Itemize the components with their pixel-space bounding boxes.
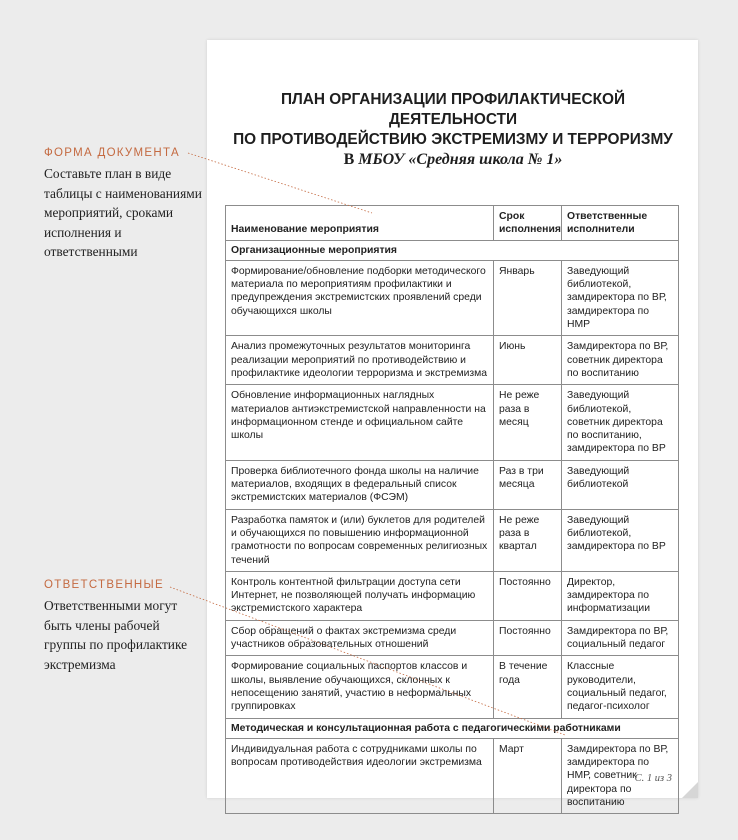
header-deadline: Срок исполнения [494,206,562,241]
section-title: Методическая и консультационная работа с педагогическими работниками [226,718,679,738]
deadline-cell: В течение года [494,656,562,718]
responsible-cell: Заведующий библиотекой [562,460,679,509]
activity-cell: Контроль контентной фильтрации доступа сети Интернет, не позволяющей получать информацию экстремистского характера [226,571,494,620]
activity-cell: Анализ промежуточных результатов мониторинга реализации мероприятий по противодействию и профилактике идеологии терроризма и экстремизма [226,336,494,385]
deadline-cell: Март [494,738,562,813]
header-activity: Наименование мероприятия [226,206,494,241]
note-label: ОТВЕТСТВЕННЫЕ [44,579,164,591]
deadline-cell: Январь [494,260,562,335]
activity-cell: Формирование социальных паспортов классов и школы, выявление обучающихся, склонных к непосещению занятий, участию в неформальных группировках [226,656,494,718]
deadline-cell: Не реже раза в квартал [494,509,562,571]
leader-line-responsible [170,587,565,735]
title-line-1: ПЛАН ОРГАНИЗАЦИИ ПРОФИЛАКТИЧЕСКОЙ ДЕЯТЕЛЬНОСТИ [280,91,626,128]
activity-cell: Формирование/обновление подборки методического материала по мероприятиям профилактики и предупреждения экстремистских проявлений среди обучающихся школы [226,260,494,335]
section-title: Организационные мероприятия [226,240,679,260]
title-prefix: В [343,151,359,168]
activity-cell: Индивидуальная работа с сотрудниками школы по вопросам противодействия идеологии экстремизма [226,738,494,813]
activity-cell: Разработка памяток и (или) буклетов для родителей и обучающихся по повышению информационной грамотности по вопросам современных религиозных течений [226,509,494,571]
title-line-2: ПО ПРОТИВОДЕЙСТВИЮ ЭКСТРЕМИЗМУ И ТЕРРОРИЗМУ [233,131,673,148]
responsible-cell: Замдиректора по ВР, советник директора по воспитанию [562,336,679,385]
note-label: ФОРМА ДОКУМЕНТА [44,147,180,159]
note-text: Ответственными могут быть члены рабочей группы по профилактике экстремизма [44,598,188,672]
deadline-cell: Раз в три месяца [494,460,562,509]
responsible-cell: Замдиректора по ВР, социальный педагог [562,620,679,656]
responsible-cell: Заведующий библиотекой, замдиректора по ВР [562,509,679,571]
leader-line-document-form [188,153,372,213]
deadline-cell: Постоянно [494,620,562,656]
header-responsible: Ответственные исполнители [562,206,679,241]
responsible-cell: Заведующий библиотекой, замдиректора по ВР, замдиректора по НМР [562,260,679,335]
page-number: С. 1 из 3 [634,773,672,784]
activity-cell: Сбор обращений о фактах экстремизма среди участников образовательных отношений [226,620,494,656]
deadline-cell: Не реже раза в месяц [494,385,562,460]
responsible-cell: Замдиректора по ВР, замдиректора по НМР, советник директора по воспитанию [562,738,679,813]
note-text: Составьте план в виде таблицы с наименованиями мероприятий, сроками исполнения и ответственными [44,166,202,259]
activity-cell: Проверка библиотечного фонда школы на наличие материалов, входящих в федеральный список экстремистских материалов (ФСЭМ) [226,460,494,509]
deadline-cell: Июнь [494,336,562,385]
school-name: МБОУ «Средняя школа № 1» [358,151,563,168]
activity-cell: Обновление информационных наглядных материалов антиэкстремистской направленности на информационном стенде и официальном сайте школы [226,385,494,460]
responsible-cell: Директор, замдиректора по информатизации [562,571,679,620]
deadline-cell: Постоянно [494,571,562,620]
responsible-cell: Заведующий библиотекой, советник директора по воспитанию, замдиректора по ВР [562,385,679,460]
responsible-cell: Классные руководители, социальный педагог, педагог-психолог [562,656,679,718]
